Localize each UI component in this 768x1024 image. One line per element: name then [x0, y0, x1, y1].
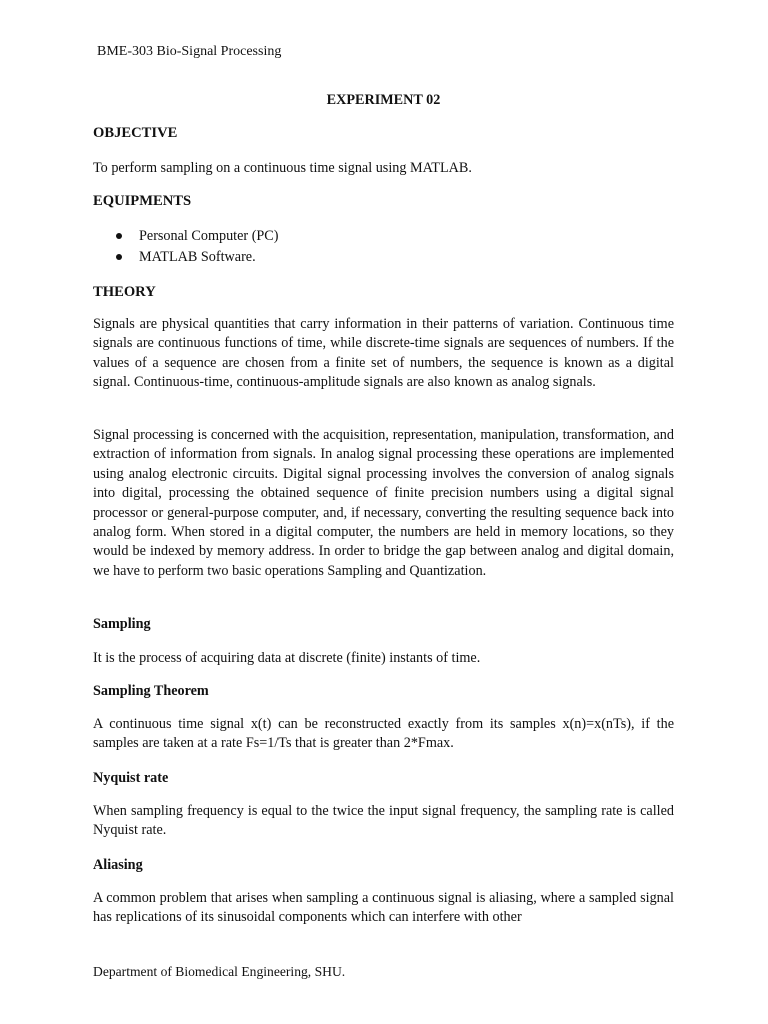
- nyquist-text: When sampling frequency is equal to the twice the input signal frequency, the sampling rate is called Nyquist rate.: [93, 803, 674, 839]
- equipment-item-matlab: MATLAB Software.: [139, 249, 256, 265]
- sampling-theorem-text: A continuous time signal x(t) can be reconstructed exactly from its samples x(n)=x(nTs), if the samples are taken at a rate Fs=1/Ts that is greater than 2*Fmax.: [93, 716, 674, 752]
- aliasing-heading: Aliasing: [93, 857, 143, 873]
- sampling-heading: Sampling: [93, 616, 151, 632]
- sampling-theorem-heading: Sampling Theorem: [93, 683, 209, 699]
- theory-paragraph-2: Signal processing is concerned with the acquisition, representation, manipulation, transformation, and extraction of information from signals. In analog signal processing these operations are implemented using analog electronic circuits. Digital signal processing involves the conversion of analog signals into digital, processing the obtained sequence of finite precision numbers using a digital signal processor or general-purpose computer, and, if necessary, converting the resulting sequence back into analog form. When stored in a digital computer, the numbers are held in memory locations, so they would be indexed by memory address. In order to bridge the gap between analog and digital domain, we have to perform two basic operations Sampling and Quantization.: [93, 427, 674, 579]
- department-footer: Department of Biomedical Engineering, SHU.: [93, 964, 346, 979]
- theory-paragraph-1: Signals are physical quantities that carry information in their patterns of variation. Continuous time signals are continuous functions of time, while discrete-time signals are sequences of numbers. If the values of a sequence are chosen from a finite set of numbers, the sequence is known as a digital signal. Continuous-time, continuous-amplitude signals are also known as analog signals.: [93, 316, 674, 391]
- nyquist-heading: Nyquist rate: [93, 770, 169, 786]
- course-header: BME-303 Bio-Signal Processing: [97, 44, 282, 59]
- theory-heading: THEORY: [93, 284, 156, 300]
- objective-heading: OBJECTIVE: [93, 125, 178, 141]
- equipment-list: [93, 228, 279, 270]
- bullet-icon: [116, 233, 122, 239]
- list-item: [93, 249, 279, 270]
- bullet-icon: [116, 254, 122, 260]
- experiment-title: EXPERIMENT 02: [326, 92, 441, 108]
- sampling-text: It is the process of acquiring data at discrete (finite) instants of time.: [93, 650, 481, 666]
- equipments-heading: EQUIPMENTS: [93, 193, 192, 209]
- equipment-item-pc: Personal Computer (PC): [139, 228, 279, 244]
- list-item: [93, 228, 279, 249]
- objective-text: To perform sampling on a continuous time signal using MATLAB.: [93, 160, 472, 176]
- aliasing-text: A common problem that arises when sampling a continuous signal is aliasing, where a sampled signal has replications of its sinusoidal components which can interfere with other: [93, 890, 674, 926]
